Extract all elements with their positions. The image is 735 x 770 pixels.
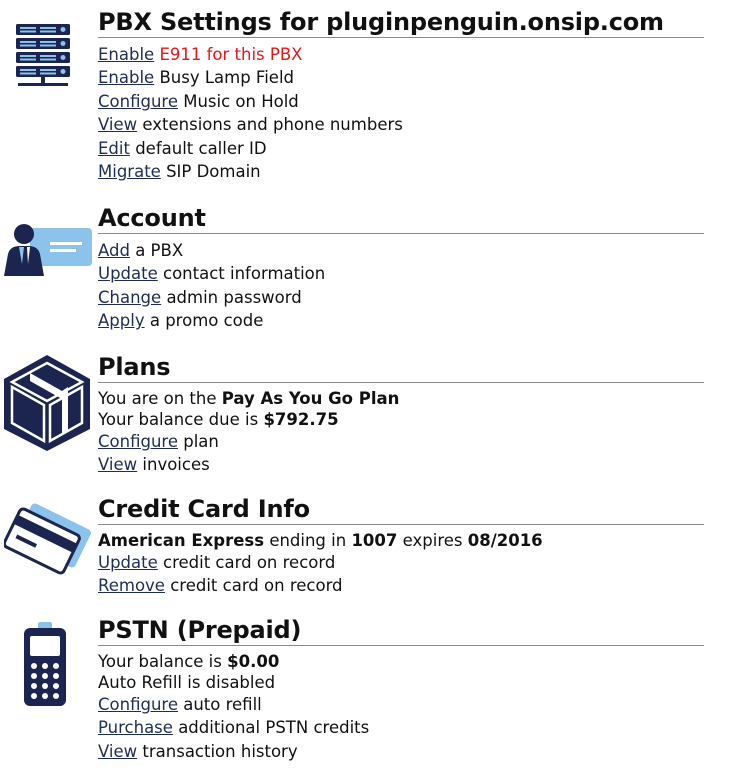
- configure-moh-link[interactable]: Configure: [98, 91, 178, 111]
- apply-promo-link[interactable]: Apply: [98, 311, 145, 331]
- contact-label: contact information: [163, 264, 326, 284]
- pstn-balance: [98, 651, 706, 672]
- configure-plan-link[interactable]: Configure: [98, 432, 178, 451]
- mobile-phone-icon: [22, 622, 68, 712]
- enable-blf-link[interactable]: Enable: [98, 68, 155, 88]
- configure-plan-label: plan: [183, 432, 219, 451]
- plans-item-configure: [98, 430, 706, 453]
- section-divider: [98, 645, 704, 646]
- promo-label: a promo code: [149, 311, 264, 331]
- extensions-label: extensions and phone numbers: [142, 115, 403, 135]
- callerid-label: default caller ID: [135, 138, 267, 158]
- plan-name: Pay As You Go Plan: [221, 389, 400, 408]
- pbx-item-extensions: [98, 113, 706, 136]
- package-box-icon: [2, 353, 92, 457]
- view-extensions-link[interactable]: View: [98, 115, 138, 135]
- pbx-item-moh: [98, 90, 706, 113]
- pstn-item-purchase: [98, 716, 706, 739]
- view-invoices-link[interactable]: View: [98, 455, 138, 475]
- plans-title: Plans: [98, 353, 171, 381]
- card-summary: [98, 530, 706, 551]
- plan-prefix: You are on the: [98, 389, 217, 408]
- server-rack-icon: [14, 22, 72, 92]
- add-pbx-label: a PBX: [135, 241, 184, 260]
- invoices-label: invoices: [142, 455, 210, 475]
- plans-content: [98, 353, 706, 477]
- expires-label: expires: [402, 531, 463, 550]
- plans-current-plan: [98, 388, 706, 409]
- account-content: [98, 204, 706, 333]
- remove-card-link[interactable]: Remove: [98, 576, 165, 596]
- blf-label: Busy Lamp Field: [159, 68, 295, 88]
- account-item-contact: [98, 262, 706, 285]
- change-password-link[interactable]: Change: [98, 287, 162, 307]
- section-divider: [98, 233, 704, 234]
- pbx-settings-title: PBX Settings for pluginpenguin.onsip.com: [98, 8, 664, 36]
- purchase-credits-link[interactable]: Purchase: [98, 718, 173, 738]
- edit-callerid-link[interactable]: Edit: [98, 138, 130, 158]
- auto-refill-status: Auto Refill is disabled: [98, 673, 276, 692]
- pstn-item-history: [98, 740, 706, 763]
- update-card-link[interactable]: Update: [98, 553, 158, 572]
- pbx-settings-content: [98, 8, 706, 183]
- section-divider: [98, 382, 704, 383]
- pbx-item-callerid: [98, 137, 706, 160]
- plans-balance: [98, 409, 706, 430]
- enable-e911-link[interactable]: Enable: [98, 45, 155, 64]
- section-divider: [98, 37, 704, 38]
- section-divider: [98, 524, 704, 525]
- password-label: admin password: [166, 287, 302, 307]
- card-item-remove: [98, 574, 706, 597]
- card-item-update: [98, 551, 706, 574]
- ending-label: ending in: [269, 531, 347, 550]
- credit-card-title: Credit Card Info: [98, 495, 310, 523]
- purchase-credits-label: additional PSTN credits: [178, 718, 370, 738]
- pbx-item-e911: [98, 43, 706, 66]
- credit-card-icon: [4, 503, 94, 581]
- pstn-balance-value: $0.00: [227, 652, 280, 671]
- account-title: Account: [98, 204, 206, 232]
- balance-prefix: Your balance due is: [98, 410, 259, 429]
- remove-card-label: credit card on record: [170, 576, 343, 596]
- add-pbx-link[interactable]: Add: [98, 241, 130, 260]
- card-brand: American Express: [98, 531, 265, 550]
- pbx-item-migrate: [98, 160, 706, 183]
- card-last4: 1007: [351, 531, 398, 550]
- account-item-password: [98, 286, 706, 309]
- pstn-item-configure: [98, 693, 706, 716]
- update-card-label: credit card on record: [163, 553, 336, 572]
- auto-refill-label: auto refill: [183, 695, 262, 714]
- view-history-link[interactable]: View: [98, 741, 138, 761]
- pstn-content: [98, 616, 706, 763]
- balance-value: $792.75: [263, 410, 339, 429]
- plans-item-invoices: [98, 453, 706, 476]
- account-item-add-pbx: [98, 239, 706, 262]
- card-expiry: 08/2016: [467, 531, 543, 550]
- user-id-card-icon: [2, 220, 94, 282]
- history-label: transaction history: [142, 741, 298, 761]
- pstn-balance-prefix: Your balance is: [98, 652, 222, 671]
- credit-card-content: [98, 495, 706, 598]
- migrate-label: SIP Domain: [166, 162, 261, 182]
- moh-label: Music on Hold: [183, 91, 299, 111]
- account-item-promo: [98, 309, 706, 332]
- pstn-title: PSTN (Prepaid): [98, 616, 302, 644]
- e911-label: E911 for this PBX: [159, 45, 303, 64]
- update-contact-link[interactable]: Update: [98, 264, 158, 284]
- migrate-domain-link[interactable]: Migrate: [98, 162, 161, 182]
- pbx-item-blf: [98, 66, 706, 89]
- configure-auto-refill-link[interactable]: Configure: [98, 695, 178, 714]
